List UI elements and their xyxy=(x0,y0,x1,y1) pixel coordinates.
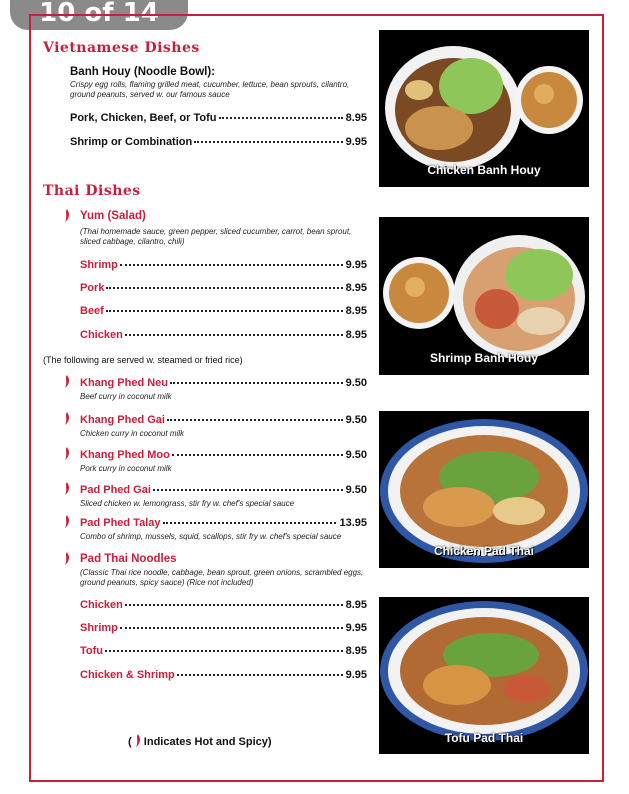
dish-desc: Beef curry in coconut milk xyxy=(80,392,172,401)
price-row: Khang Phed Neu 9.50 xyxy=(80,377,367,389)
price-row: Chicken 8.95 xyxy=(80,599,367,611)
vietnamese-heading: Vietnamese Dishes xyxy=(43,40,200,56)
banh-houy-desc: Crispy egg rolls, flaming grilled meat, cucumber, lettuce, bean sprouts, cilantro, ground peanuts, served w. our famous sauce xyxy=(70,80,350,99)
price-row: Pad Phed Talay 13.95 xyxy=(80,517,367,529)
yum-desc: (Thai homemade sauce, green pepper, sliced cucumber, carrot, bean sprout, sliced cabbage, cilantro, chili) xyxy=(80,227,352,246)
photo-chicken-pad-thai xyxy=(379,411,589,568)
photo-caption: Tofu Pad Thai xyxy=(444,731,524,745)
pad-thai-title: Pad Thai Noodles xyxy=(80,553,177,565)
price-row: Chicken & Shrimp 9.95 xyxy=(80,669,367,681)
photo-caption: Chicken Banh Houy xyxy=(427,163,541,177)
photo-tofu-pad-thai xyxy=(379,597,589,754)
photo-shrimp-banh-houy xyxy=(379,217,589,375)
price-row: Pad Phed Gai 9.50 xyxy=(80,484,367,496)
chili-pepper-icon xyxy=(64,375,70,388)
photo-caption: Chicken Pad Thai xyxy=(433,544,535,558)
price-row: Khang Phed Gai 9.50 xyxy=(80,414,367,426)
price-row: Khang Phed Moo 9.50 xyxy=(80,449,367,461)
price-row: Tofu 8.95 xyxy=(80,645,367,657)
chili-pepper-icon xyxy=(64,482,70,495)
chili-pepper-icon xyxy=(64,515,70,528)
chili-pepper-icon xyxy=(135,734,141,747)
chili-pepper-icon xyxy=(64,209,70,222)
dish-desc: Chicken curry in coconut milk xyxy=(80,429,185,438)
price-row: Beef 8.95 xyxy=(80,305,367,317)
price-row: Chicken 8.95 xyxy=(80,329,367,341)
rice-note: (The following are served w. steamed or fried rice) xyxy=(43,355,243,365)
yum-title: Yum (Salad) xyxy=(80,210,146,222)
photo-chicken-banh-houy xyxy=(379,30,589,187)
dish-desc: Pork curry in coconut milk xyxy=(80,464,172,473)
banh-houy-title: Banh Houy (Noodle Bowl): xyxy=(70,66,216,78)
chili-pepper-icon xyxy=(64,447,70,460)
price-row: Shrimp or Combination 9.95 xyxy=(70,136,367,148)
price-row: Shrimp 9.95 xyxy=(80,259,367,271)
pad-thai-desc: (Classic Thai rice noodle, cabbage, bean sprout, green onions, scrambled eggs, ground peanuts, spicy sauce) (Rice not included) xyxy=(80,568,364,587)
chili-pepper-icon xyxy=(64,552,70,565)
page-counter: 10 of 14 xyxy=(10,0,188,30)
dish-desc: Combo of shrimp, mussels, squid, scallops, stir fry w. chef's special sauce xyxy=(80,532,342,541)
price-row: Pork, Chicken, Beef, or Tofu 8.95 xyxy=(70,112,367,124)
price-row: Pork 8.95 xyxy=(80,282,367,294)
chili-pepper-icon xyxy=(64,412,70,425)
dish-desc: Sliced chicken w. lemongrass, stir fry w. chef's special sauce xyxy=(80,499,295,508)
spicy-legend: ( Indicates Hot and Spicy) xyxy=(128,736,272,748)
price-row: Shrimp 9.95 xyxy=(80,622,367,634)
photo-caption: Shrimp Banh Houy xyxy=(429,351,538,365)
thai-heading: Thai Dishes xyxy=(43,183,141,199)
